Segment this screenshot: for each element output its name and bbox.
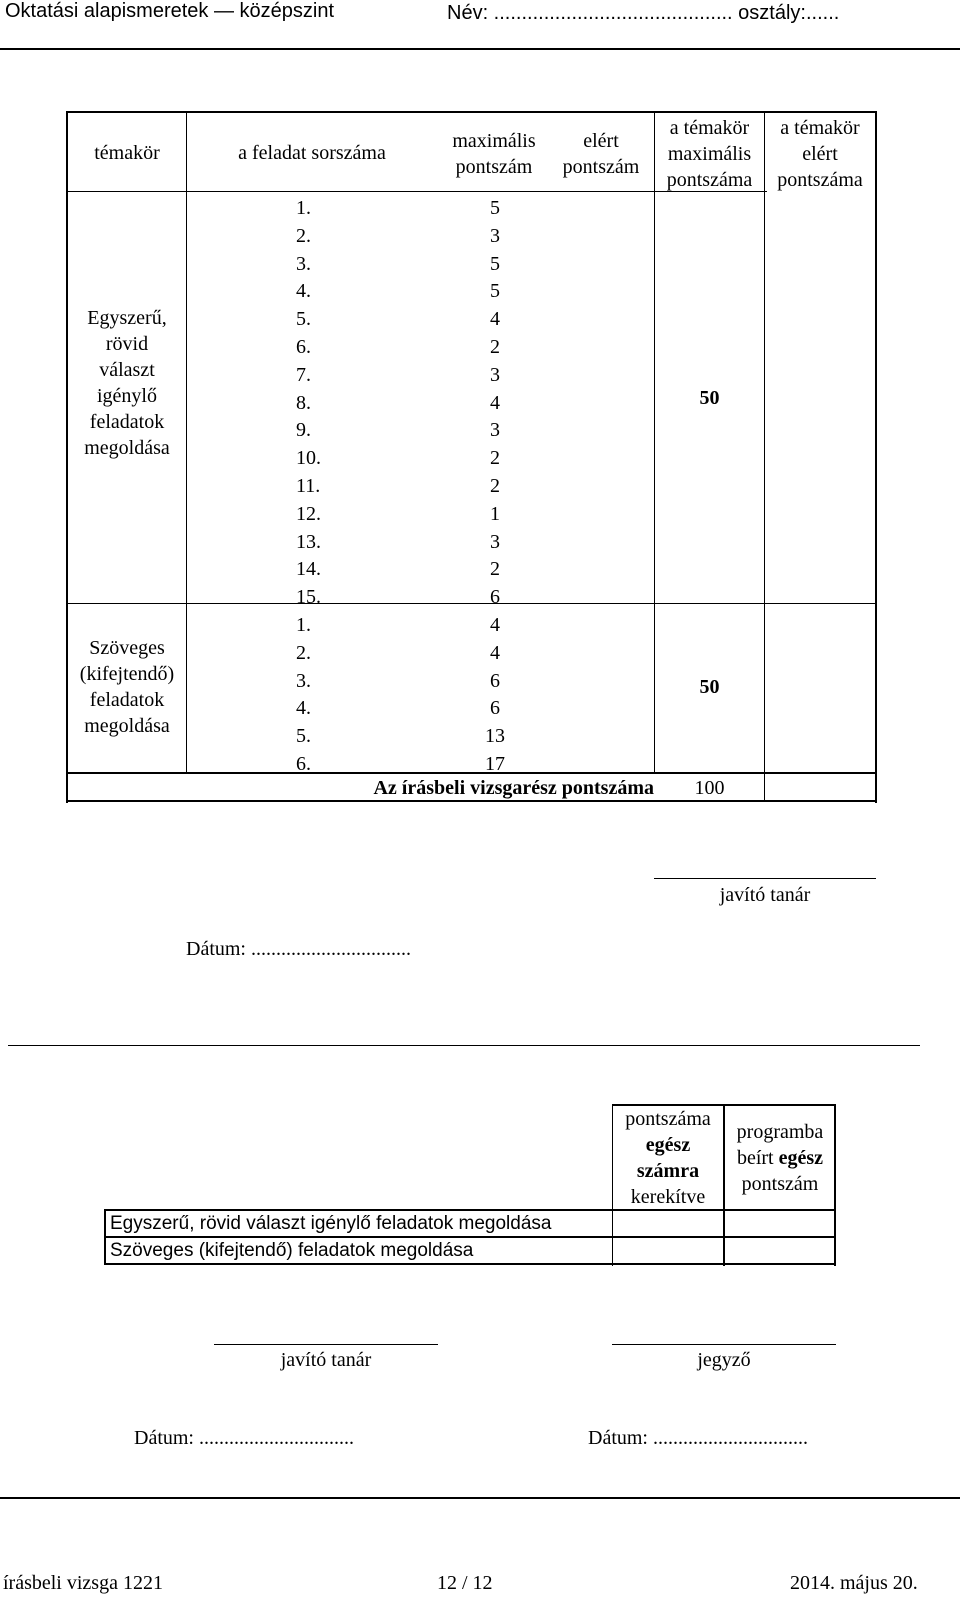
- task-max-points: 5: [490, 197, 500, 219]
- table-border: [186, 112, 187, 774]
- header-rule: [0, 48, 960, 50]
- task-number: 15.: [296, 586, 321, 609]
- task-max-points: 13: [485, 725, 505, 748]
- summary-row-label: Egyszerű, rövid választ igénylő feladatok megoldása: [110, 1213, 552, 1234]
- task-max-points: 2: [490, 558, 500, 581]
- summary-header-rounded: pontszáma egész számra kerekítve: [625, 1108, 711, 1208]
- task-number: 1.: [296, 614, 311, 636]
- task-number: 1.: [296, 197, 311, 219]
- task-max-points: 17: [485, 753, 505, 775]
- task-max-points: 6: [490, 586, 500, 609]
- header-exam-title: Oktatási alapismeretek — középszint: [5, 0, 335, 22]
- signature-role-teacher: javító tanár: [280, 1349, 372, 1371]
- task-max-points: 3: [490, 419, 500, 442]
- task-max-points: 2: [490, 447, 500, 470]
- task-achieved-points[interactable]: [552, 194, 652, 220]
- summary-header-program: programba beírt egész pontszám: [736, 1121, 824, 1195]
- task-achieved-points[interactable]: [552, 528, 652, 554]
- task-achieved-points[interactable]: [552, 611, 652, 637]
- task-achieved-points[interactable]: [552, 639, 652, 665]
- summary-cell-program[interactable]: [726, 1238, 833, 1263]
- summary-row-label: Szöveges (kifejtendő) feladatok megoldása: [110, 1240, 474, 1261]
- table-border: [764, 112, 765, 802]
- footer-exam-code: írásbeli vizsga 1221: [3, 1572, 163, 1594]
- task-achieved-points[interactable]: [552, 750, 652, 776]
- header-topic-max: a témakör maximális pontszáma: [666, 117, 753, 191]
- task-max-points: 5: [490, 252, 500, 275]
- signature-role-teacher: javító tanár: [719, 884, 811, 906]
- task-max-points: 2: [490, 336, 500, 358]
- task-achieved-points[interactable]: [552, 555, 652, 581]
- section-divider: [8, 1045, 920, 1046]
- task-number: 3.: [296, 252, 311, 275]
- header-task-number: a feladat sorszáma: [238, 142, 386, 164]
- section2-topic-max: 50: [699, 676, 720, 698]
- task-achieved-points[interactable]: [552, 694, 652, 720]
- task-achieved-points[interactable]: [552, 361, 652, 387]
- date-field-right: Dátum: ...............................: [588, 1427, 808, 1449]
- task-number: 2.: [296, 224, 311, 247]
- task-achieved-points[interactable]: [552, 667, 652, 693]
- date-field-left: Dátum: ...............................: [134, 1427, 354, 1449]
- task-number: 7.: [296, 363, 311, 386]
- date-field: Dátum: ................................: [186, 938, 411, 960]
- summary-cell-rounded[interactable]: [614, 1238, 722, 1263]
- task-achieved-points[interactable]: [552, 333, 652, 359]
- task-number: 12.: [296, 502, 321, 525]
- table-border: [66, 111, 877, 113]
- task-number: 8.: [296, 391, 311, 414]
- task-max-points: 6: [490, 697, 500, 720]
- task-achieved-points[interactable]: [552, 250, 652, 276]
- table-border: [875, 111, 877, 803]
- summary-cell-rounded[interactable]: [614, 1211, 722, 1236]
- task-number: 14.: [296, 558, 321, 581]
- task-achieved-points[interactable]: [552, 389, 652, 415]
- task-number: 6.: [296, 336, 311, 358]
- task-number: 5.: [296, 308, 311, 331]
- task-number: 11.: [296, 475, 321, 497]
- section2-topic: Szöveges (kifejtendő) feladatok megoldása: [79, 637, 175, 737]
- total-value: 100: [694, 777, 725, 799]
- task-achieved-points[interactable]: [552, 222, 652, 248]
- task-max-points: 3: [490, 224, 500, 247]
- header-max-points: maximális pontszám: [452, 130, 536, 178]
- total-label: Az írásbeli vizsgarész pontszáma: [373, 777, 654, 799]
- header-achieved-points: elért pontszám: [562, 130, 640, 178]
- summary-border: [104, 1209, 106, 1265]
- task-number: 9.: [296, 419, 311, 442]
- task-achieved-points[interactable]: [552, 277, 652, 303]
- task-number: 4.: [296, 280, 311, 303]
- task-max-points: 4: [490, 641, 500, 664]
- header-topic-achieved: a témakör elért pontszáma: [777, 117, 863, 191]
- task-number: 6.: [296, 753, 311, 775]
- signature-line: [214, 1344, 438, 1345]
- header-topic: témakör: [94, 142, 160, 164]
- signature-line: [654, 878, 876, 879]
- task-max-points: 5: [490, 280, 500, 303]
- footer-date: 2014. május 20.: [790, 1572, 918, 1594]
- section1-topic-max: 50: [699, 387, 720, 409]
- task-number: 13.: [296, 530, 321, 553]
- section1-topic: Egyszerű, rövid választ igénylő feladatok megoldása: [84, 307, 170, 459]
- task-achieved-points[interactable]: [552, 305, 652, 331]
- task-number: 3.: [296, 669, 311, 692]
- signature-line: [612, 1344, 836, 1345]
- task-max-points: 3: [490, 363, 500, 386]
- task-achieved-points[interactable]: [552, 416, 652, 442]
- task-max-points: 4: [490, 614, 500, 636]
- task-number: 4.: [296, 697, 311, 720]
- task-achieved-points[interactable]: [552, 722, 652, 748]
- task-number: 5.: [296, 725, 311, 748]
- task-max-points: 3: [490, 530, 500, 553]
- task-max-points: 4: [490, 391, 500, 414]
- task-max-points: 4: [490, 308, 500, 331]
- footer-page-number: 12 / 12: [437, 1572, 493, 1594]
- signature-role-registrar: jegyző: [697, 1349, 751, 1371]
- task-max-points: 6: [490, 669, 500, 692]
- task-max-points: 2: [490, 475, 500, 497]
- header-name-class-field: Név: ........................................... osztály:......: [447, 2, 840, 24]
- task-number: 10.: [296, 447, 321, 470]
- task-achieved-points[interactable]: [552, 472, 652, 498]
- summary-cell-program[interactable]: [726, 1211, 833, 1236]
- task-number: 2.: [296, 641, 311, 664]
- task-achieved-points[interactable]: [552, 583, 652, 609]
- task-achieved-points[interactable]: [552, 500, 652, 526]
- task-max-points: 1: [490, 502, 500, 525]
- footer-rule: [0, 1497, 960, 1499]
- task-achieved-points[interactable]: [552, 444, 652, 470]
